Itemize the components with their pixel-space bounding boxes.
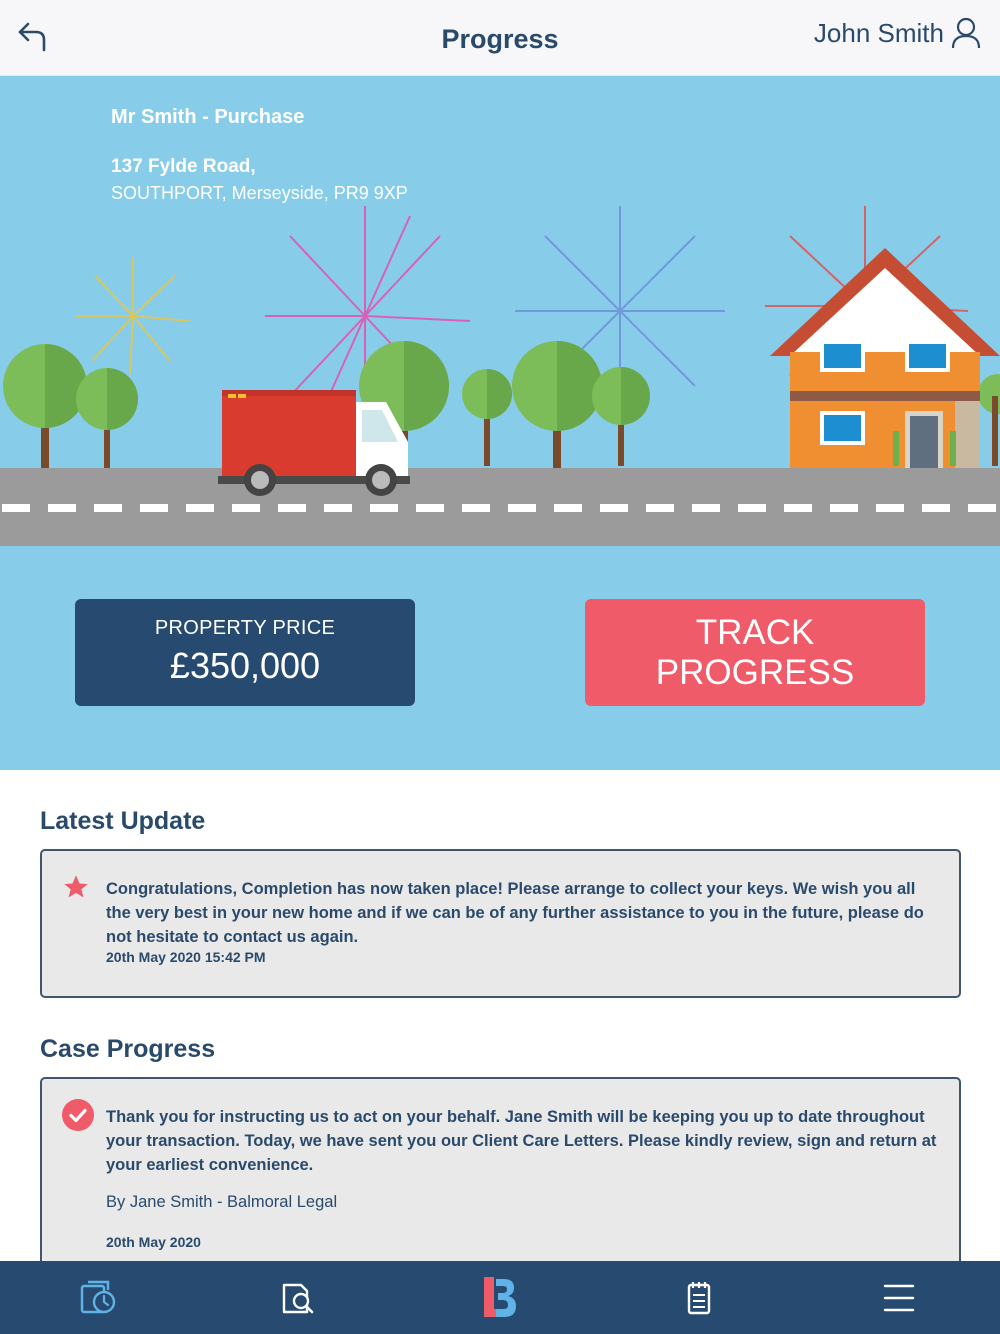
lb-logo-icon (480, 1275, 520, 1321)
top-bar (0, 0, 1000, 76)
latest-update-heading: Latest Update (40, 807, 206, 835)
nav-menu-button[interactable] (859, 1261, 939, 1334)
tree (3, 344, 87, 468)
case-progress-message: Thank you for instructing us to act on your behalf. Jane Smith will be keeping you up to date throughout your transaction. Today, we have sent you our Client Care Letters. Please kindly review, sign and return at your earliest convenience. (106, 1108, 937, 1174)
case-progress-author: By Jane Smith - Balmoral Legal (106, 1193, 338, 1211)
property-price-label: PROPERTY PRICE (154, 617, 336, 639)
firework-yellow (75, 258, 190, 374)
property-price-card (75, 599, 415, 706)
property-price-value: £350,000 (169, 645, 321, 686)
tree (76, 368, 138, 468)
case-progress-card (40, 1077, 961, 1277)
bottom-nav-bar (0, 1261, 1000, 1334)
case-title: Mr Smith - Purchase (111, 106, 305, 128)
tree (592, 367, 650, 466)
check-circle-icon (62, 1099, 94, 1131)
moving-house-illustration (0, 76, 1000, 556)
latest-update-card (40, 849, 961, 998)
page-title: Progress (441, 24, 559, 54)
notepad-icon (679, 1280, 719, 1316)
user-account-button[interactable] (814, 16, 982, 50)
nav-home-logo-button[interactable] (460, 1261, 540, 1334)
tree (978, 374, 1000, 466)
hero-banner (0, 76, 1000, 770)
latest-update-date: 20th May 2020 15:42 PM (106, 949, 266, 965)
user-icon (950, 16, 982, 50)
nav-history-button[interactable] (59, 1261, 139, 1334)
track-progress-button[interactable] (585, 599, 925, 706)
case-progress-heading: Case Progress (40, 1035, 216, 1063)
star-icon (62, 873, 90, 901)
user-name: John Smith (813, 17, 944, 48)
track-progress-label: TRACK PROGRESS (655, 612, 855, 692)
address-line-2: SOUTHPORT, Merseyside, PR9 9XP (111, 183, 408, 203)
tree (462, 369, 512, 466)
tree (512, 341, 602, 468)
nav-notes-button[interactable] (659, 1261, 739, 1334)
latest-update-message: Congratulations, Completion has now taken place! Please arrange to collect your keys. We wish you all the very best in your new home and if we can be of any further assistance to you in the future, please do not hesitate to contact us again. (106, 880, 924, 946)
nav-search-documents-button[interactable] (259, 1261, 339, 1334)
case-progress-date: 20th May 2020 (106, 1234, 201, 1250)
search-document-icon (279, 1280, 319, 1316)
history-icon (79, 1280, 119, 1316)
menu-icon (879, 1280, 919, 1316)
address-line-1: 137 Fylde Road, (111, 156, 256, 177)
removal-truck (218, 390, 410, 496)
house (770, 248, 1000, 468)
